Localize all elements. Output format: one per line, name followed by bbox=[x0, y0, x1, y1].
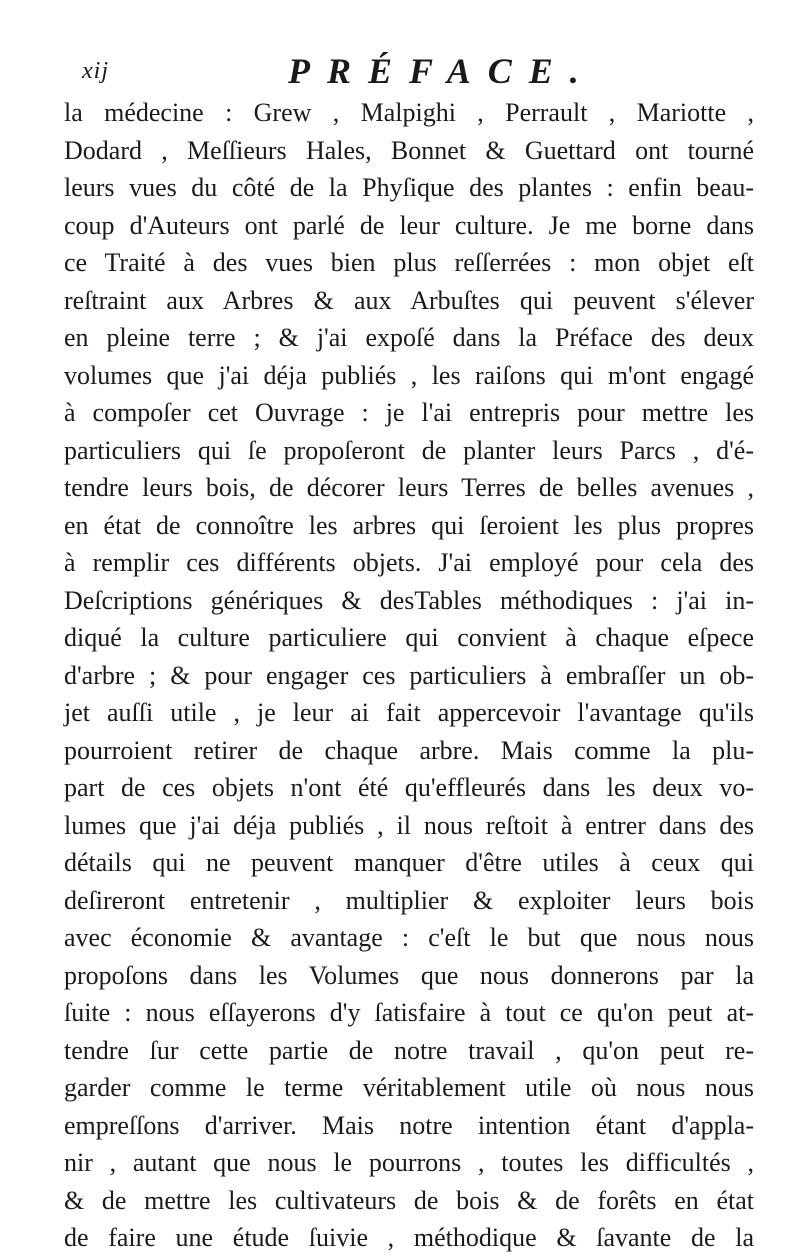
text-line: particuliers qui ſe propoſeront de planter leurs Parcs , d'é- bbox=[64, 435, 754, 465]
text-line: d'arbre ; & pour engager ces particuliers à embraſſer un ob- bbox=[64, 660, 754, 690]
text-line: propoſons dans les Volumes que nous donnerons par la bbox=[64, 960, 754, 990]
text-line: Deſcriptions génériques & desTables méthodiques : j'ai in- bbox=[64, 585, 754, 615]
text-line: nir , autant que nous le pourrons , toutes les difficultés , bbox=[64, 1148, 754, 1177]
text-line: empreſſons d'arriver. Mais notre intention étant d'appla- bbox=[64, 1110, 754, 1140]
text-line: leurs vues du côté de la Phyſique des plantes : enfin beau- bbox=[64, 173, 754, 202]
running-title: PRÉFACE. bbox=[288, 51, 596, 91]
text-line: volumes que j'ai déja publiés , les raiſons qui m'ont engagé bbox=[64, 360, 754, 390]
text-line: détails qui ne peuvent manquer d'être utiles à ceux qui bbox=[64, 848, 754, 877]
text-line: à compoſer cet Ouvrage : je l'ai entrepris pour mettre les bbox=[64, 398, 754, 427]
text-line: lumes que j'ai déja publiés , il nous reſtoit à entrer dans des bbox=[64, 810, 754, 840]
text-line: Dodard , Meſſieurs Hales, Bonnet & Guettard ont tourné bbox=[64, 135, 754, 165]
text-line: diqué la culture particuliere qui convient à chaque eſpece bbox=[64, 623, 754, 652]
page-number: xij bbox=[82, 58, 109, 84]
text-line: coup d'Auteurs ont parlé de leur culture. Je me borne dans bbox=[64, 210, 754, 240]
text-line: ſuite : nous eſſayerons d'y ſatisfaire à tout ce qu'on peut at- bbox=[64, 998, 754, 1027]
text-line: en état de connoître les arbres qui ſeroient les plus propres bbox=[64, 510, 754, 540]
text-line: part de ces objets n'ont été qu'effleurés dans les deux vo- bbox=[64, 773, 754, 802]
body-text bbox=[64, 94, 754, 1257]
text-line: jet auſſi utile , je leur ai fait appercevoir l'avantage qu'ils bbox=[64, 698, 754, 727]
text-line: de faire une étude ſuivie , méthodique & ſavante de la bbox=[64, 1223, 754, 1252]
text-line: pourroient retirer de chaque arbre. Mais comme la plu- bbox=[64, 735, 754, 765]
text-line: à remplir ces différents objets. J'ai employé pour cela des bbox=[64, 548, 754, 577]
text-line: tendre leurs bois, de décorer leurs Terres de belles avenues , bbox=[64, 473, 754, 502]
text-line: ce Traité à des vues bien plus reſſerrées : mon objet eſt bbox=[64, 248, 754, 277]
page-header bbox=[62, 44, 752, 94]
text-line: tendre ſur cette partie de notre travail , qu'on peut re- bbox=[64, 1035, 754, 1065]
text-line: & de mettre les cultivateurs de bois & de forêts en état bbox=[64, 1185, 754, 1215]
text-line: en pleine terre ; & j'ai expoſé dans la Préface des deux bbox=[64, 323, 754, 352]
text-line: la médecine : Grew , Malpighi , Perrault , Mariotte , bbox=[64, 98, 754, 127]
text-line: reſtraint aux Arbres & aux Arbuſtes qui peuvent s'élever bbox=[64, 285, 754, 315]
text-line: deſireront entretenir , multiplier & exploiter leurs bois bbox=[64, 885, 754, 915]
text-line: garder comme le terme véritablement utile où nous nous bbox=[64, 1073, 754, 1102]
text-line: avec économie & avantage : c'eſt le but que nous nous bbox=[64, 923, 754, 952]
